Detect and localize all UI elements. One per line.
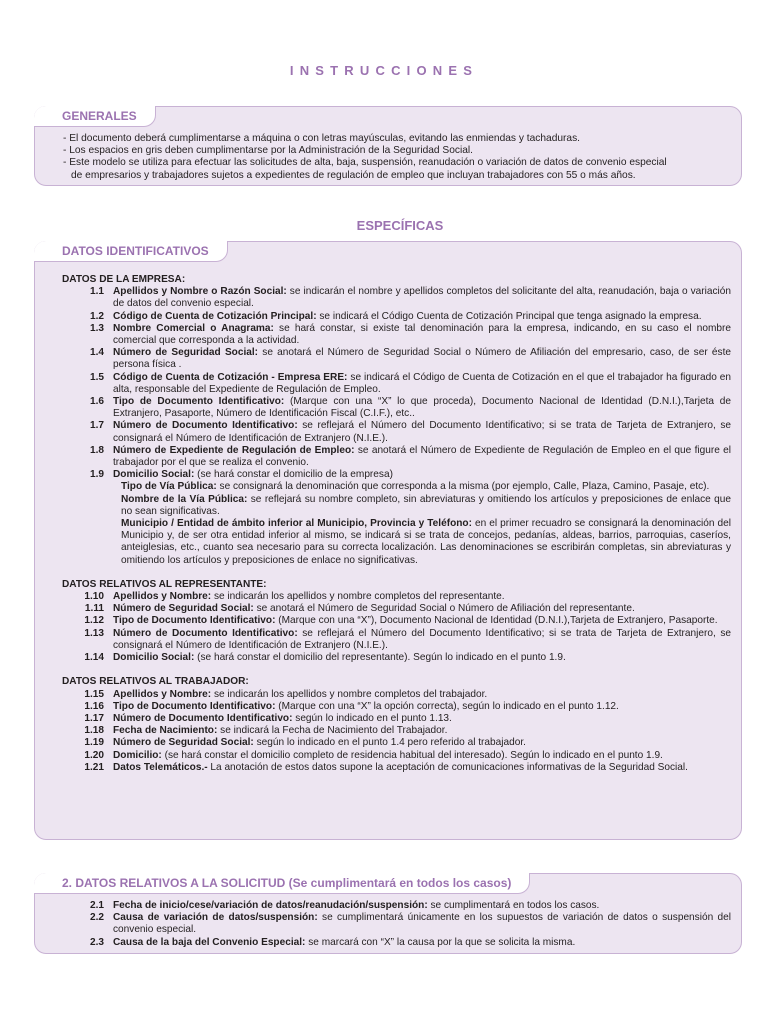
item-text	[113, 603, 731, 615]
item-text	[113, 615, 731, 627]
list-item	[62, 713, 731, 725]
item-label: Apellidos y Nombre:	[113, 591, 212, 603]
item-text	[113, 396, 731, 420]
item-label: Número de Expediente de Regulación de Empleo:	[113, 444, 355, 456]
generales-line: - El documento deberá cumplimentarse a máquina o con letras mayúsculas, evitando las enmiendas y tachaduras.	[63, 133, 581, 144]
datos-identificativos-body	[62, 274, 731, 774]
list-item	[62, 591, 731, 603]
item-text	[113, 347, 731, 371]
domicilio-list	[62, 481, 731, 566]
list-item	[62, 689, 731, 701]
item-label: Número de Seguridad Social:	[113, 347, 259, 359]
item-description: se indicarán los apellidos y nombre completos del trabajador.	[211, 688, 488, 700]
item-description: se anotará el Número de Expediente de Regulación de Empleo en el que figure el trabajador por el que se realiza el convenio.	[113, 444, 732, 469]
item-number: 1.9	[89, 469, 104, 481]
item-text	[113, 652, 731, 664]
item-number: 1.14	[84, 652, 104, 664]
list-item	[62, 701, 731, 713]
trabajador-header: DATOS RELATIVOS AL TRABAJADOR:	[62, 676, 249, 688]
item-label: Tipo de Documento Identificativo:	[113, 396, 285, 408]
domicilio-item	[62, 494, 731, 518]
list-item	[62, 420, 731, 444]
list-item	[62, 469, 731, 481]
item-text	[113, 591, 731, 603]
list-item	[62, 396, 731, 420]
item-number: 1.7	[89, 420, 104, 432]
item-description: (Marque con una “X” la opción correcta), según lo indicado en el punto 1.12.	[275, 700, 619, 712]
item-text	[113, 713, 731, 725]
item-text	[113, 372, 731, 396]
list-item	[62, 615, 731, 627]
list-item	[62, 286, 731, 310]
item-number: 1.8	[89, 444, 104, 456]
item-text	[113, 445, 731, 469]
solicitud-tab: 2. DATOS RELATIVOS A LA SOLICITUD (Se cumplimentará en todos los casos)	[34, 873, 530, 894]
item-description: se indicará el Código Cuenta de Cotización Principal que tenga asignado la empresa.	[316, 310, 702, 322]
item-description: se reflejará su nombre completo, sin abreviaturas y omitiendo los artículos y preposiciones de enlace que no sean significativas.	[121, 493, 731, 517]
item-number: 1.10	[84, 591, 104, 603]
datos-identificativos-section	[34, 241, 742, 840]
item-number: 1.12	[84, 615, 104, 627]
item-description: (se hará constar el domicilio de la empresa)	[194, 469, 393, 481]
item-number: 1.11	[84, 603, 104, 615]
item-text	[113, 469, 731, 481]
item-label: Nombre Comercial o Anagrama:	[113, 322, 274, 334]
item-number: 1.18	[84, 725, 104, 737]
list-item	[62, 937, 731, 949]
list-item	[62, 311, 731, 323]
item-description: se reflejará el Número del Documento Identificativo; si se trata de Tarjeta de Extranjero, se consignará el Número de Identificación de Extranjero (N.I.E.).	[113, 627, 731, 651]
list-item	[62, 912, 731, 936]
item-description: se indicarán el nombre y apellidos completos del solicitante del alta, reanudación, baja o variación de datos del convenio especial.	[113, 286, 731, 310]
item-number: 1.16	[84, 700, 104, 712]
item-description: La anotación de estos datos supone la aceptación de comunicaciones informativas de la Seguridad Social.	[207, 761, 688, 773]
generales-line: de empresarios y trabajadores sujetos a expedientes de regulación de empleo que incluyan trabajadores con 55 o más años.	[71, 169, 636, 181]
representante-list	[62, 591, 731, 664]
item-description: se reflejará el Número del Documento Identificativo; si se trata de Tarjeta de Extranjero, se consignará el Número de Identificación de Extranjero (N.I.E.).	[113, 420, 731, 444]
item-description: se hará constar, si existe tal denominación para la empresa, indicando, en su caso el nombre comercial que corresponda a la actividad.	[113, 322, 731, 347]
empresa-header: DATOS DE LA EMPRESA:	[62, 274, 186, 285]
domicilio-item	[62, 481, 731, 493]
list-item	[62, 347, 731, 371]
generales-line: - Este modelo se utiliza para efectuar las solicitudes de alta, baja, suspensión, reanudación o variación de datos de convenio especial	[63, 157, 667, 169]
item-label: Municipio / Entidad de ámbito inferior al Municipio, Provincia y Teléfono:	[121, 518, 472, 530]
item-description: en el primer recuadro se consignará la denominación del Municipio y, de ser otra entidad inferior al mismo, se indicará si se trata de concejos, pedanías, aldeas, barrios, parroquias, caseríos, anteiglesias, etc., cuanto sea necesario para su correcta localización. Las denominaciones se escribirán completas, sin abreviaturas y omitiendo los artículos y preposiciones de enlace no significativas.	[121, 518, 731, 566]
item-text	[113, 628, 731, 652]
item-label: Número de Seguridad Social:	[113, 737, 254, 749]
item-text	[113, 689, 731, 701]
item-number: 1.6	[89, 396, 104, 408]
item-number: 1.21	[84, 761, 104, 773]
item-label: Domicilio:	[113, 749, 162, 761]
generales-body	[63, 133, 731, 182]
item-number: 1.19	[84, 737, 104, 749]
item-label: Fecha de inicio/cese/variación de datos/reanudación/suspensión:	[113, 900, 428, 911]
generales-line: - Los espacios en gris deben cumplimentarse por la Administración de la Seguridad Social.	[63, 145, 473, 157]
especificas-heading: ESPECÍFICAS	[356, 218, 444, 233]
item-label: Causa de la baja del Convenio Especial:	[113, 936, 306, 948]
item-description: (Marque con una “X” lo que proceda), Documento Nacional de Identidad (D.N.I.),Tarjeta de Extranjero, Pasaporte, Número de Identificación Fiscal (C.I.F.), etc..	[113, 396, 731, 420]
item-number: 2.1	[89, 900, 104, 911]
list-item	[62, 762, 731, 774]
item-number: 2.3	[89, 936, 104, 948]
item-number: 1.15	[84, 688, 104, 700]
item-description: (se hará constar el domicilio del representante). Según lo indicado en el punto 1.9.	[194, 652, 566, 664]
item-label: Datos Telemáticos.-	[113, 761, 208, 773]
page-title: INSTRUCCIONES	[289, 63, 479, 78]
item-label: Código de Cuenta de Cotización Principal:	[113, 310, 317, 322]
item-label: Tipo de Documento Identificativo:	[113, 615, 276, 627]
solicitud-body	[62, 900, 731, 949]
item-number: 1.2	[89, 310, 104, 322]
item-description: se marcará con “X” la causa por la que se solicita la misma.	[305, 936, 576, 948]
list-item	[62, 323, 731, 347]
item-number: 1.4	[89, 347, 104, 359]
generales-tab: GENERALES	[34, 106, 156, 127]
item-description: según lo indicado en el punto 1.4 pero referido al trabajador.	[253, 737, 526, 749]
trabajador-list	[62, 689, 731, 774]
list-item	[62, 725, 731, 737]
item-description: se indicará el Código de Cuenta de Cotización en el que el trabajador ha figurado en alta, responsable del Expediente de Regulación de Empleo.	[113, 371, 732, 395]
item-description: (Marque con una “X”), Documento Nacional de Identidad (D.N.I.),Tarjeta de Extranjero, Pasaporte.	[275, 615, 718, 627]
list-item	[62, 372, 731, 396]
empresa-list	[62, 286, 731, 481]
item-label: Número de Documento Identificativo:	[113, 420, 298, 432]
list-item	[62, 445, 731, 469]
item-label: Apellidos y Nombre o Razón Social:	[113, 286, 287, 298]
item-label: Código de Cuenta de Cotización - Empresa ERE:	[113, 371, 348, 383]
item-text	[113, 937, 731, 949]
item-description: se cumplimentará en todos los casos.	[427, 900, 600, 911]
item-text	[113, 900, 731, 912]
item-label: Apellidos y Nombre:	[113, 688, 212, 700]
list-item	[62, 628, 731, 652]
item-label: Tipo de Documento Identificativo:	[113, 700, 276, 712]
list-item	[62, 737, 731, 749]
item-text	[113, 701, 731, 713]
item-text	[113, 912, 731, 936]
item-label: Tipo de Vía Pública:	[121, 481, 217, 493]
item-description: se cumplimentará únicamente en los supuestos de variación de datos o suspensión del convenio especial.	[113, 912, 731, 936]
item-description: se anotará el Número de Seguridad Social o Número de Afiliación del representante.	[253, 603, 635, 615]
item-text	[113, 420, 731, 444]
list-item	[62, 750, 731, 762]
list-item	[62, 603, 731, 615]
list-item	[62, 652, 731, 664]
item-label: Número de Seguridad Social:	[113, 603, 254, 615]
item-text	[113, 725, 731, 737]
item-text	[113, 737, 731, 749]
item-description: según lo indicado en el punto 1.13.	[292, 712, 452, 724]
item-number: 1.1	[89, 286, 104, 298]
item-description: se anotará el Número de Seguridad Social o Número de Afiliación del empresario, caso, de ser éste persona física .	[113, 347, 732, 371]
item-description: se consignará la denominación que corresponda a la misma (por ejemplo, Calle, Plaza, Camino, Pasaje, etc).	[216, 481, 710, 493]
item-description: (se hará constar el domicilio completo de residencia habitual del interesado). Según lo indicado en el punto 1.9.	[161, 749, 663, 761]
item-number: 2.2	[89, 912, 104, 924]
domicilio-item	[62, 518, 731, 567]
solicitud-list	[62, 900, 731, 949]
item-description: se indicará la Fecha de Nacimiento del Trabajador.	[217, 725, 448, 737]
item-text	[113, 323, 731, 347]
solicitud-section	[34, 873, 742, 954]
item-description: se indicarán los apellidos y nombre completos del representante.	[211, 591, 505, 603]
item-label: Domicilio Social:	[113, 652, 195, 664]
item-label: Fecha de Nacimiento:	[113, 725, 218, 737]
list-item	[62, 900, 731, 912]
datos-identificativos-tab: DATOS IDENTIFICATIVOS	[34, 241, 228, 262]
item-label: Causa de variación de datos/suspensión:	[113, 912, 318, 924]
item-number: 1.3	[89, 322, 104, 334]
item-text	[113, 286, 731, 310]
item-label: Número de Documento Identificativo:	[113, 627, 298, 639]
item-number: 1.5	[89, 371, 104, 383]
item-text	[113, 311, 731, 323]
item-label: Nombre de la Vía Pública:	[121, 493, 248, 505]
item-number: 1.13	[84, 627, 104, 639]
item-number: 1.17	[84, 712, 104, 724]
generales-section	[34, 106, 742, 186]
item-label: Domicilio Social:	[113, 469, 195, 481]
representante-header: DATOS RELATIVOS AL REPRESENTANTE:	[62, 578, 267, 590]
item-text	[113, 750, 731, 762]
item-text	[113, 762, 731, 774]
item-label: Número de Documento Identificativo:	[113, 712, 293, 724]
item-number: 1.20	[84, 749, 104, 761]
